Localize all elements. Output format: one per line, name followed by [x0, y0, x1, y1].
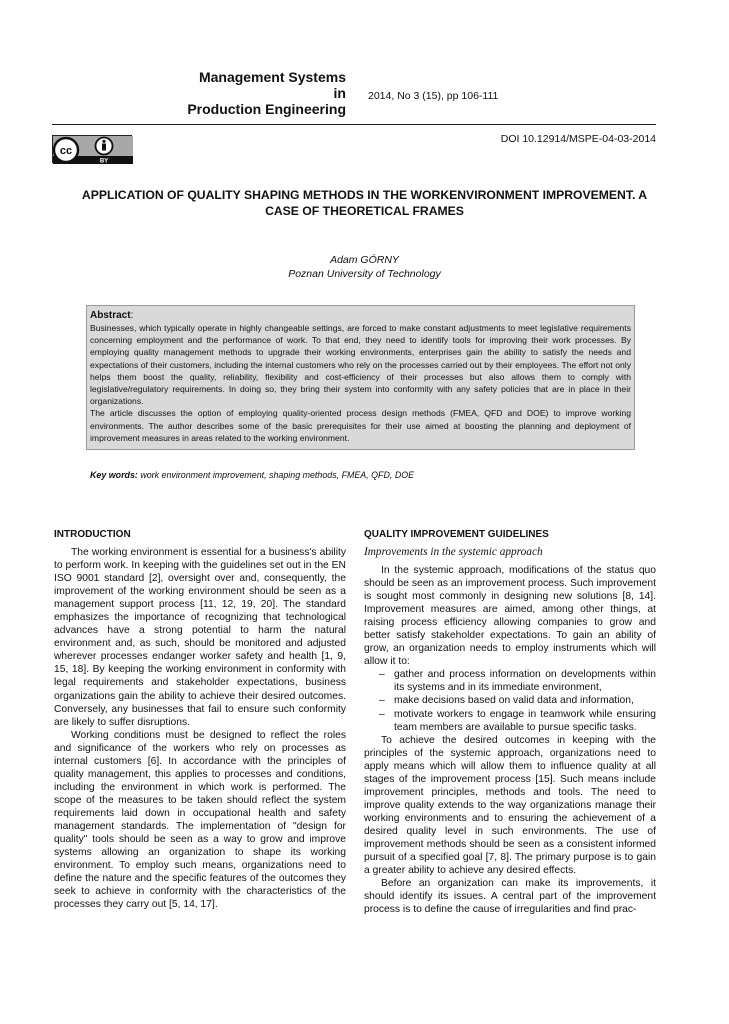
- body-paragraph: Working conditions must be designed to reflect the roles and significance of the workers who rely on processes as internal customers [6]. In accordance with the principles of quality management, this applies to processes and conditions, including the environment in which work is performed. The scope of the measures to be taken should reflect the system requirements laid down in occupational health and safety management standards. The implementation of "design for quality" tools should be seen as a way to grow and improve systems allowing an organization to shape its working environment. To employ such means, organizations need to define the nature and the specific features of the outcomes they seek to achieve in conformity with the characteristics of the processes they carry out [5, 14, 17].: [54, 729, 346, 911]
- abstract-heading: Abstract: [90, 310, 131, 321]
- bullet-dash: –: [379, 669, 385, 681]
- list-item: [379, 668, 656, 694]
- keywords-text: work environment improvement, shaping methods, FMEA, QFD, DOE: [140, 470, 415, 480]
- journal-name: [150, 69, 346, 117]
- svg-text:cc: cc: [59, 145, 73, 157]
- doi: DOI 10.12914/MSPE-04-03-2014: [500, 133, 656, 145]
- body-paragraph: Before an organization can make its improvements, it should identify its issues. A central part of the improvement process is to define the cause of irregularities and find prac-: [364, 878, 656, 916]
- license-badge-label: BY: [99, 158, 109, 164]
- bullet-dash: –: [379, 708, 385, 720]
- abstract-heading-line: [90, 309, 631, 322]
- list-item-text: motivate workers to engage in teamwork while ensuring team members are available to pursue specific tasks.: [394, 708, 656, 733]
- journal-name-line1: Management Systems: [198, 69, 346, 85]
- abstract-box: [86, 305, 635, 450]
- list-item: [379, 708, 656, 734]
- abstract-heading-colon: :: [130, 310, 134, 321]
- body-paragraph: The working environment is essential for a business's ability to perform work. In keeping with the guidelines set out in the EN ISO 9001 standard [2], oversight over and, consequently, the improvement of the working environment should be seen as a management support process [11, 12, 19, 20]. The standard emphasizes the importance of recognizing that technological advances have a strong potential to harm the natural environment and, as such, should be monitored and adjusted wherever processes endanger worker safety and health [1, 9, 15, 18]. By keeping the working environment in conformity with legal requirements and stakeholder expectations, business organizations gain the ability to achieve their desired outcomes. Conversely, any businesses that fail to ensure such conformity are likely to suffer disruptions.: [54, 547, 346, 728]
- issue-info: 2014, No 3 (15), pp 106-111: [368, 90, 499, 102]
- abstract-paragraph: The article discusses the option of employing quality-oriented process design methods (FMEA, QFD and DOE) to improve working environments. The author describes some of the basic prerequisites for their use aimed at boosting the planning and deployment of improvement measures in areas related to the working environment.: [90, 408, 631, 443]
- keywords: [90, 470, 414, 480]
- author-block: [0, 253, 729, 281]
- paper-title: APPLICATION OF QUALITY SHAPING METHODS IN THE WORKENVIRONMENT IMPROVEMENT. A CASE OF THEORETICAL FRAMES: [81, 188, 648, 218]
- left-column: [54, 528, 346, 911]
- section-heading-quality-guidelines: QUALITY IMPROVEMENT GUIDELINES: [364, 529, 549, 540]
- abstract-paragraph: Businesses, which typically operate in highly changeable settings, are forced to make constant adjustments to meet legislative requirements concerning employment and the performance of work. To that end, they need to identify tools for improving their work processes. By employing quality management methods to upgrade their working environments, enterprises gain the ability to satisfy the needs and expectations of their customers, including the internal customers who rely on the processes carried out by their employees. The effort not only helps them boost the quality, reliability, flexibility and cost-efficiency of their processes but also allows them to comply with legislative/regulatory requirements. In doing so, they bring their system into conformity with any safety policies that are in place in their organizations.: [90, 323, 631, 407]
- body-paragraph: In the systemic approach, modifications of the status quo should be seen as an improvement process. Such improvement is sought most commonly in designing new solutions [8, 14]. Improvement measures are aimed, among other things, at raising process efficiency allowing companies to grow and better satisfy stakeholder expectations. To gain an ability of grow, an organization needs to employ instruments which will allow it to:: [364, 565, 656, 668]
- body-paragraph: To achieve the desired outcomes in keeping with the principles of the systemic approach, organizations need to apply means which will allow them to influence quality at all stages of the improvement process [15]. Such means include improvement principles, methods and tools. The need to improve quality extends to the way organizations manage their working environments and to ensuring the achievement of a desired quality level in such environments. The use of improvement methods should be seen as a consistent informed pursuit of a specified goal [7, 8]. The primary purpose is to gain a greater ability to achieve any desired effects.: [364, 734, 656, 877]
- subsection-heading: Improvements in the systemic approach: [364, 546, 543, 558]
- bullet-list: [364, 668, 656, 733]
- author-affiliation: Poznan University of Technology: [288, 268, 441, 280]
- cc-by-license-icon[interactable]: [52, 135, 132, 163]
- list-item-text: gather and process information on developments within its systems and in its immediate environment,: [394, 669, 656, 694]
- journal-name-line2: in: [333, 85, 346, 101]
- bullet-dash: –: [379, 695, 385, 707]
- author-name: Adam GÓRNY: [330, 254, 399, 266]
- header-rule: [52, 124, 656, 125]
- list-item: [379, 694, 656, 707]
- keywords-label: Key words:: [90, 470, 138, 480]
- section-heading-introduction: INTRODUCTION: [54, 529, 131, 540]
- list-item-text: make decisions based on valid data and information,: [394, 695, 634, 707]
- journal-name-line3: Production Engineering: [187, 101, 346, 117]
- right-column: [364, 528, 656, 916]
- cc-logo-icon: [53, 136, 133, 164]
